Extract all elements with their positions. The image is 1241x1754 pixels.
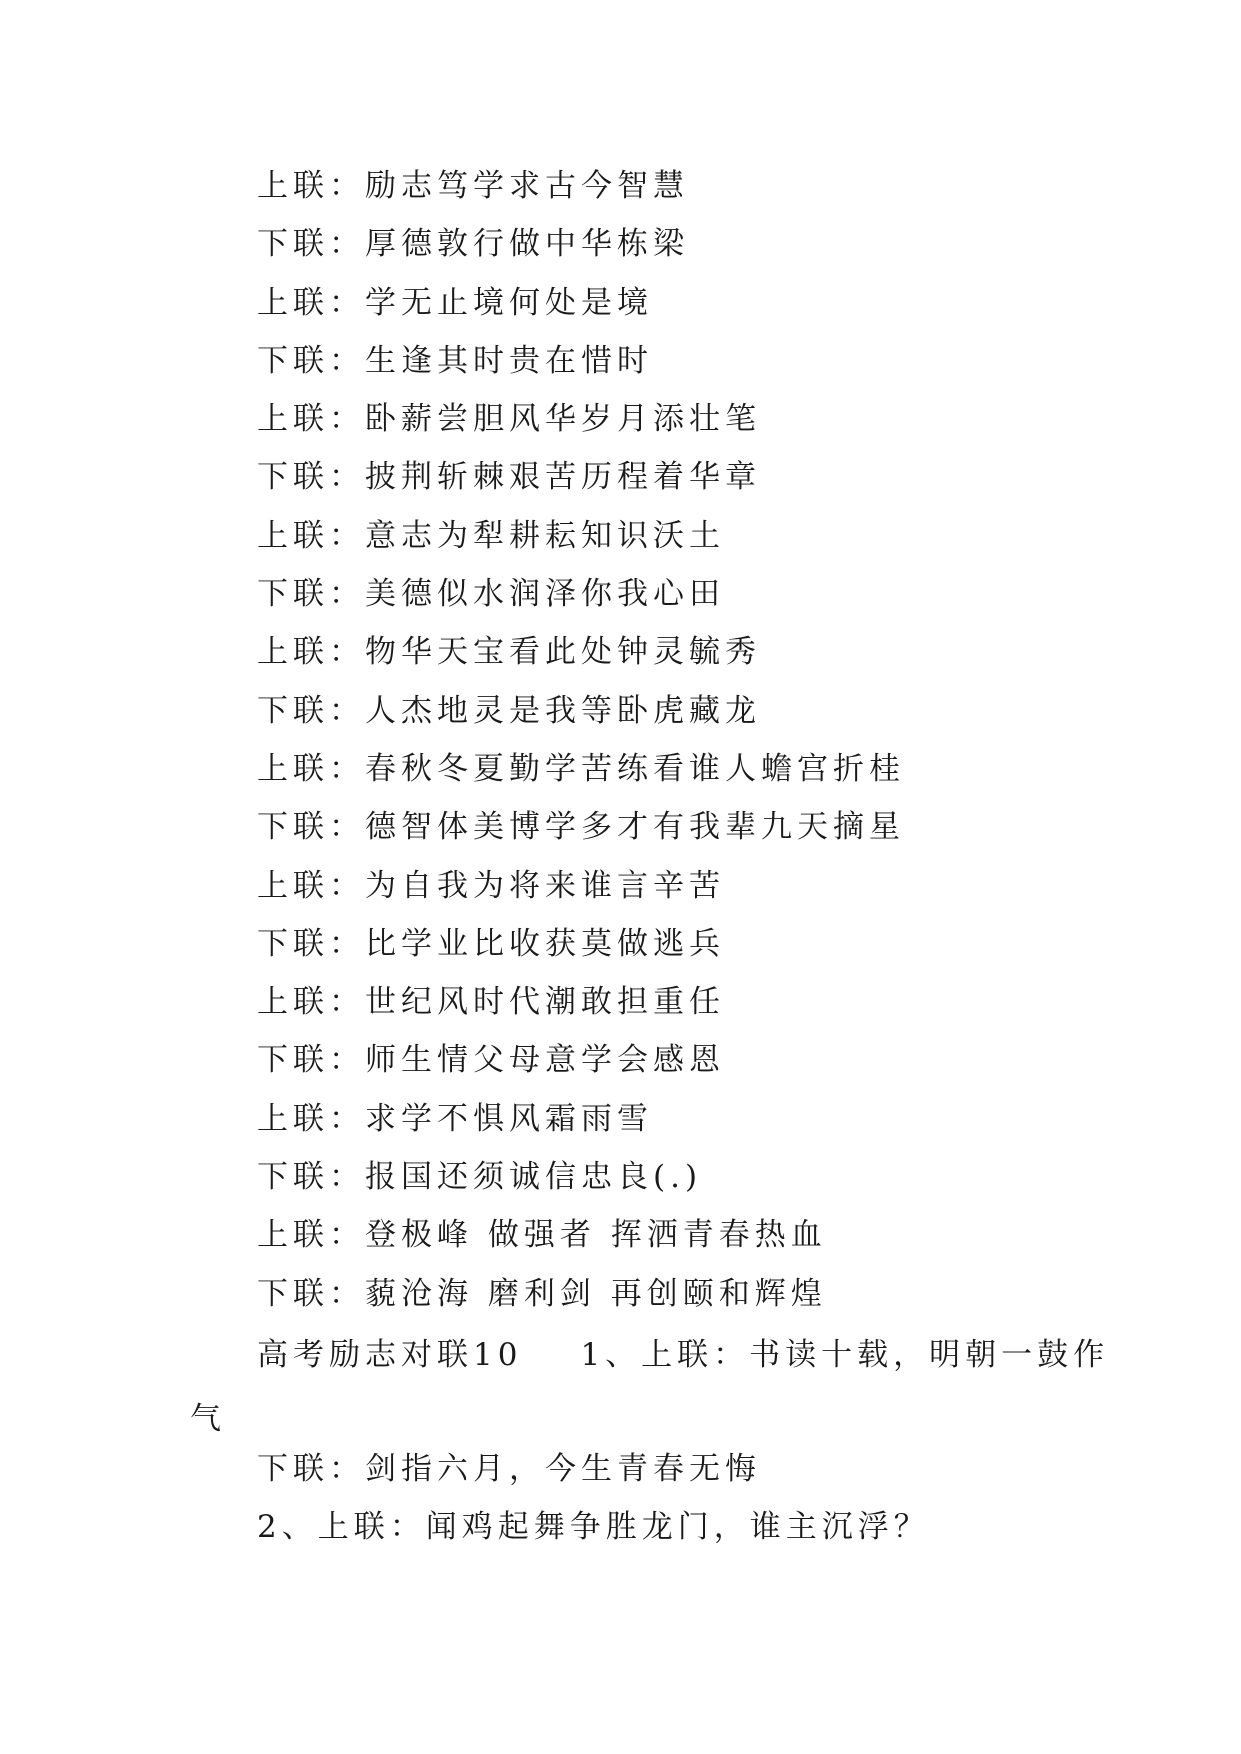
wrapped-char: 气 (190, 1401, 221, 1437)
section-title: 高考励志对联10 (257, 1337, 523, 1373)
couplet-line: 上联：世纪风时代潮敢担重任 (257, 984, 725, 1021)
tail-lines (257, 1440, 1057, 1557)
couplet-line: 上联：求学不惧风霜雨雪 (257, 1100, 653, 1137)
couplet-line: 下联：美德似水润泽你我心田 (257, 576, 725, 613)
couplet-line: 下联：人杰地灵是我等卧虎藏龙 (257, 692, 761, 729)
couplet-line: 下联：剑指六月，今生青春无悔 (257, 1451, 761, 1487)
couplet-line: 下联：披荆斩棘艰苦历程着华章 (257, 459, 761, 496)
section-heading-line (257, 1326, 1110, 1384)
first-couplet-upper: 1、上联：书读十载，明朝一鼓作 (580, 1337, 1110, 1373)
couplet-line: 下联：生逢其时贵在惜时 (257, 342, 653, 379)
couplet-line: 下联：报国还须诚信忠良(.) (257, 1159, 703, 1196)
couplet-line: 下联：藐沧海 磨利剑 再创颐和辉煌 (257, 1275, 827, 1312)
couplet-list (257, 157, 1057, 1323)
couplet-line: 下联：比学业比收获莫做逃兵 (257, 925, 725, 962)
couplet-line: 上联：物华天宝看此处钟灵毓秀 (257, 634, 761, 671)
couplet-line: 下联：厚德敦行做中华栋梁 (257, 226, 689, 263)
couplet-line: 上联：春秋冬夏勤学苦练看谁人蟾宫折桂 (257, 750, 905, 787)
couplet-line: 上联：为自我为将来谁言辛苦 (257, 867, 725, 904)
couplet-line: 上联：学无止境何处是境 (257, 284, 653, 321)
couplet-line: 下联：师生情父母意学会感恩 (257, 1042, 725, 1079)
couplet-line: 2、上联：闻鸡起舞争胜龙门，谁主沉浮？ (257, 1509, 930, 1546)
couplet-line: 下联：德智体美博学多才有我辈九天摘星 (257, 809, 905, 846)
couplet-line: 上联：登极峰 做强者 挥洒青春热血 (257, 1217, 827, 1254)
couplet-line: 上联：卧薪尝胆风华岁月添壮笔 (257, 401, 761, 438)
couplet-line: 上联：励志笃学求古今智慧 (257, 168, 689, 204)
couplet-line: 上联：意志为犁耕耘知识沃土 (257, 517, 725, 554)
